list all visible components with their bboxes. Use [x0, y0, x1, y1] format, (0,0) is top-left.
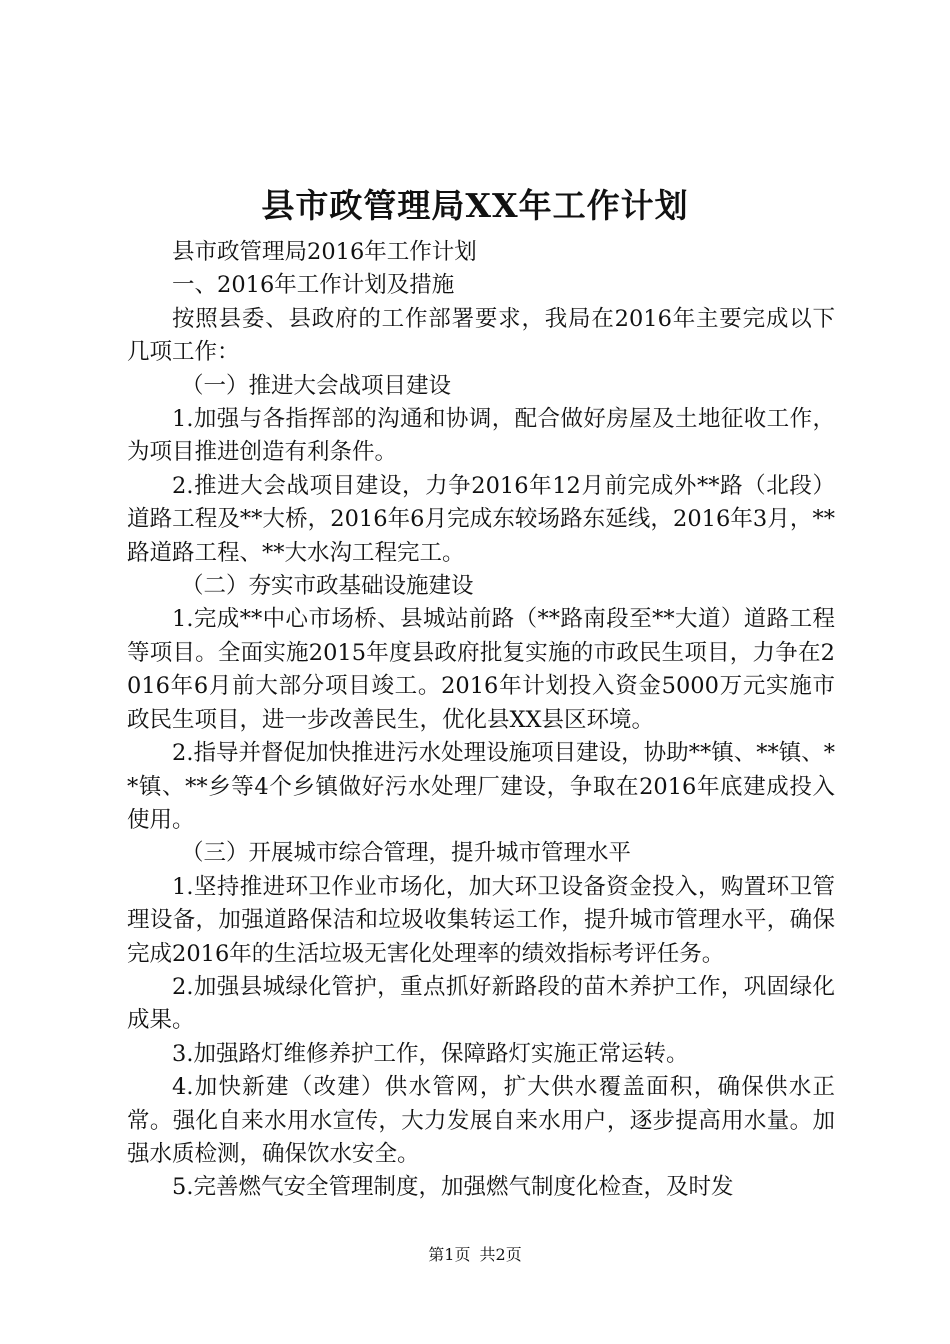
page-number-current: 第1页 [428, 1245, 471, 1264]
document-title: 县市政管理局XX年工作计划 [261, 186, 689, 225]
paragraph: 县市政管理局2016年工作计划 [172, 239, 477, 265]
paragraph: 5.完善燃气安全管理制度，加强燃气制度化检查，及时发 [172, 1174, 734, 1201]
paragraph: 2.推进大会战项目建设，力争2016年12月前完成外**路（北段）道路工程及**大桥，2016年6月完成东较场路东延线，2016年3月，**路道路工程、**大水沟工程完工。 [127, 472, 835, 566]
paragraph: 1.加强与各指挥部的沟通和协调，配合做好房屋及土地征收工作，为项目推进创造有利条件。 [127, 406, 835, 466]
document-body [127, 236, 835, 1205]
page-number-total: 共2页 [479, 1245, 522, 1264]
paragraph: 2.加强县城绿化管护，重点抓好新路段的苗木养护工作，巩固绿化成果。 [127, 973, 835, 1034]
paragraph: 2.指导并督促加快推进污水处理设施项目建设，协助**镇、**镇、**镇、**乡等4个乡镇做好污水处理厂建设，争取在2016年底建成投入使用。 [127, 740, 835, 833]
paragraph: （一）推进大会战项目建设 [181, 372, 452, 399]
paragraph: 一、2016年工作计划及措施 [172, 272, 455, 299]
paragraph: 4.加快新建（改建）供水管网，扩大供水覆盖面积，确保供水正常。强化自来水用水宣传，大力发展自来水用户，逐步提高用水量。加强水质检测，确保饮水安全。 [127, 1074, 835, 1167]
paragraph: 1.完成**中心市场桥、县城站前路（**路南段至**大道）道路工程等项目。全面实施2015年度县政府批复实施的市政民生项目，力争在2016年6月前大部分项目竣工。2016年计划投入资金5000万元实施市政民生项目，进一步改善民生，优化县XX县区环境。 [127, 606, 835, 733]
paragraph: 3.加强路灯维修养护工作，保障路灯实施正常运转。 [172, 1040, 689, 1067]
paragraph: （三）开展城市综合管理，提升城市管理水平 [181, 840, 632, 867]
paragraph: （二）夯实市政基础设施建设 [181, 573, 474, 600]
page-footer [0, 1244, 950, 1266]
paragraph: 按照县委、县政府的工作部署要求，我局在2016年主要完成以下几项工作： [127, 305, 835, 366]
paragraph: 1.坚持推进环卫作业市场化，加大环卫设备资金投入，购置环卫管理设备，加强道路保洁和垃圾收集转运工作，提升城市管理水平，确保完成2016年的生活垃圾无害化处理率的绩效指标考评任务。 [127, 873, 835, 967]
